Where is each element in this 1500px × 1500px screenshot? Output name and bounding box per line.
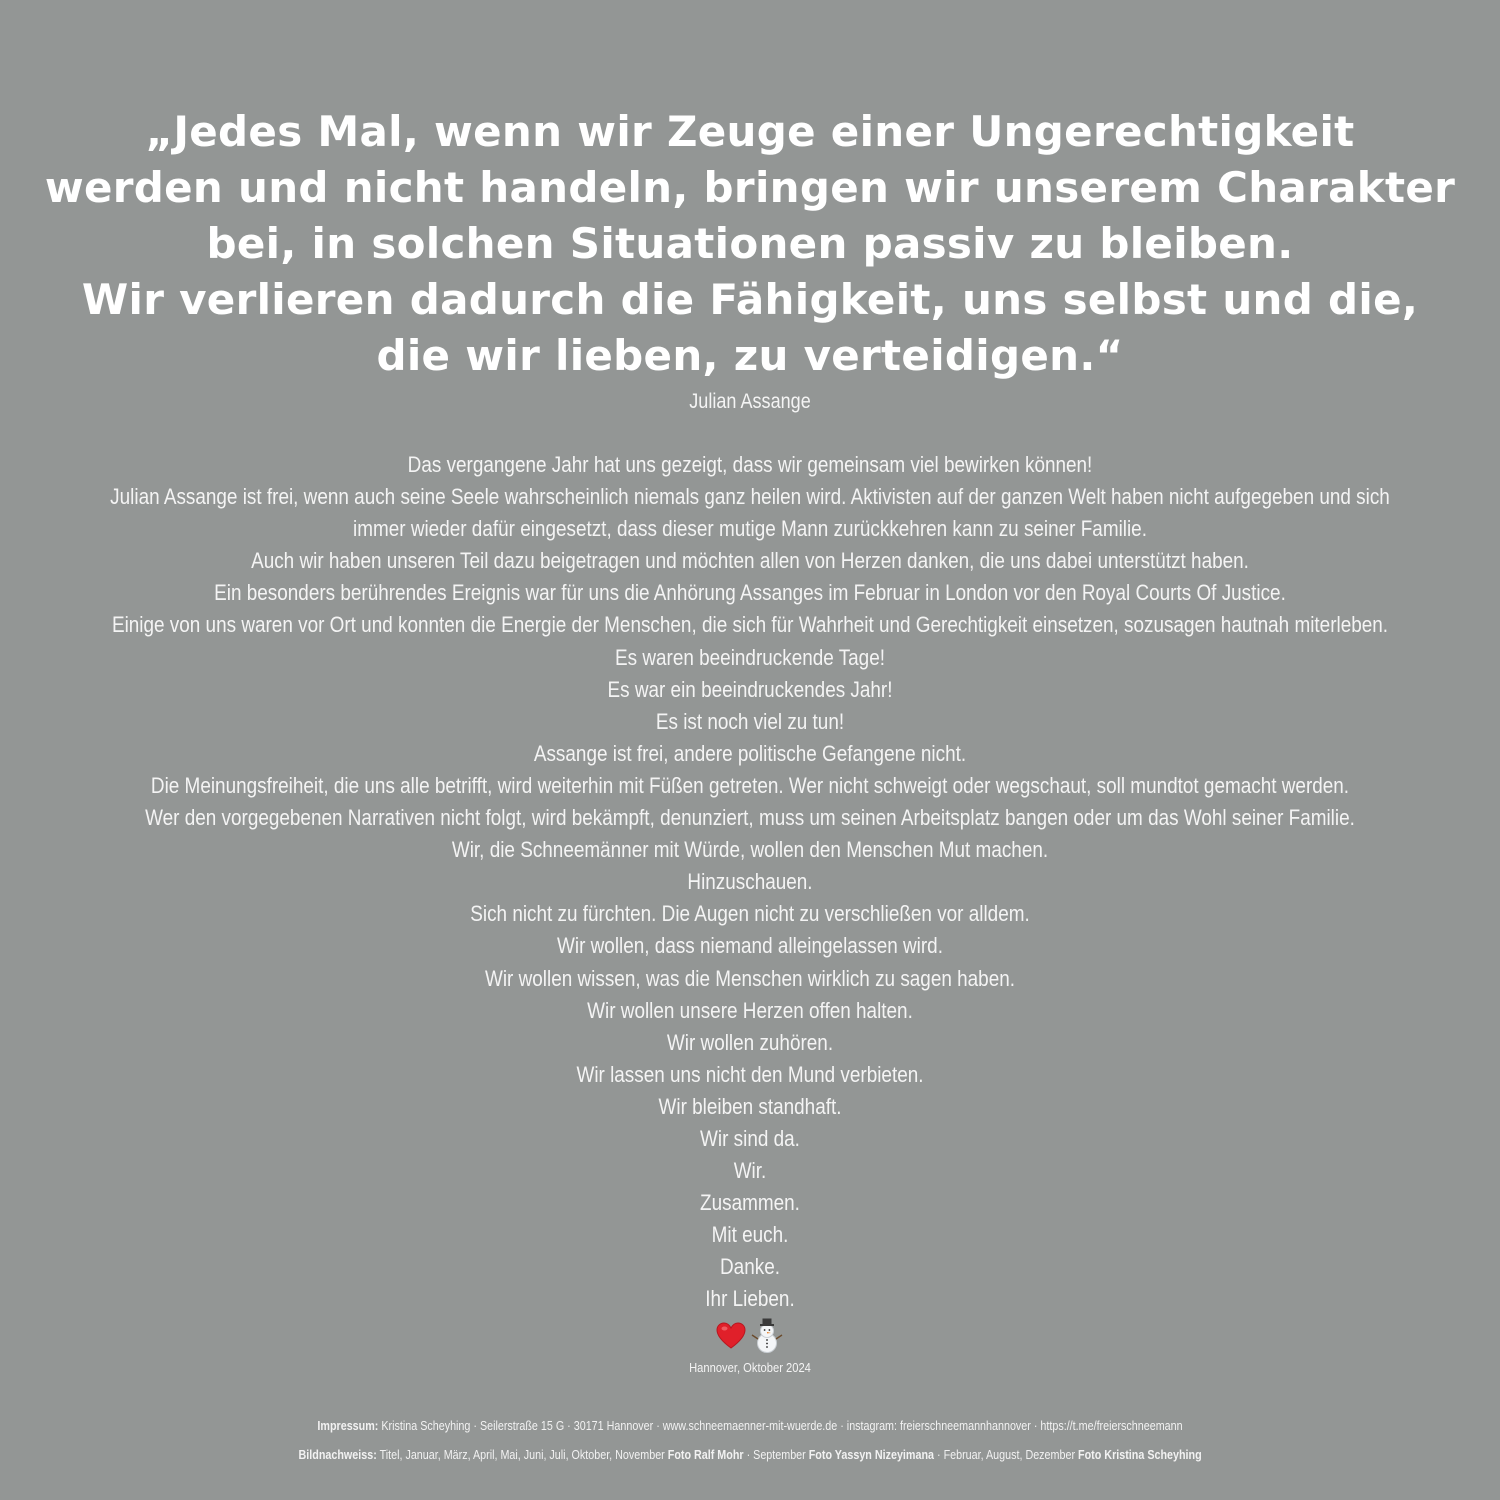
body-line: Mit euch.: [711, 1222, 789, 1248]
body-line: Es waren beeindruckende Tage!: [615, 644, 885, 670]
photo-credit: Foto Kristina Scheyhing: [1077, 1448, 1202, 1462]
body-line: Wir, die Schneemänner mit Würde, wollen den Menschen Mut machen.: [451, 837, 1049, 863]
snowman-icon: [750, 1318, 784, 1354]
body-line: immer wieder dafür eingesetzt, dass dieser mutige Mann zurückkehren kann zu seiner Familie.: [353, 516, 1147, 542]
photo-credits-text: · September: [746, 1448, 806, 1462]
body-line: Wir wollen unsere Herzen offen halten.: [587, 997, 913, 1023]
body-line: Es ist noch viel zu tun!: [655, 708, 845, 734]
body-line: Die Meinungsfreiheit, die uns alle betrifft, wird weiterhin mit Füßen getreten. Wer nicht schweigt oder wegschaut, soll mundtot gemacht werden.: [150, 772, 1350, 798]
quote-line: „Jedes Mal, wenn wir Zeuge einer Ungerechtigkeit: [145, 107, 1355, 156]
body-line: Danke.: [720, 1254, 780, 1280]
body-line: Wir lassen uns nicht den Mund verbieten.: [576, 1061, 924, 1087]
photo-credits-label: Bildnachweiss:: [298, 1448, 377, 1462]
photo-credit: Foto Ralf Mohr: [667, 1448, 744, 1462]
quote-line: bei, in solchen Situationen passiv zu bleiben.: [206, 219, 1294, 268]
body-line: Wir sind da.: [700, 1125, 800, 1151]
body-line: Wer den vorgegebenen Narrativen nicht folgt, wird bekämpft, denunziert, muss um seinen Arbeitsplatz bangen oder um das Wohl seiner Familie.: [145, 805, 1355, 831]
body-line: Auch wir haben unseren Teil dazu beigetragen und möchten allen von Herzen danken, die uns dabei unterstützt haben.: [251, 548, 1249, 574]
body-line: Wir wollen zuhören.: [666, 1029, 834, 1055]
emoji-row: [0, 1316, 1500, 1356]
body-line: Einige von uns waren vor Ort und konnten die Energie der Menschen, die sich für Wahrheit und Gerechtigkeit einsetzen, sozusagen hautnah miterleben.: [111, 612, 1389, 638]
photo-credits-text: Titel, Januar, März, April, Mai, Juni, Juli, Oktober, November: [379, 1448, 665, 1462]
body-line: Julian Assange ist frei, wenn auch seine Seele wahrscheinlich niemals ganz heilen wird. Aktivisten auf der ganzen Welt haben nicht aufgegeben und sich: [110, 484, 1390, 510]
body-line: Wir.: [733, 1158, 767, 1184]
photo-credit: Foto Yassyn Nizeyimana: [808, 1448, 934, 1462]
quote-line: werden und nicht handeln, bringen wir unserem Charakter: [44, 163, 1456, 212]
impressum: [0, 1417, 1500, 1435]
quote-line: Wir verlieren dadurch die Fähigkeit, uns selbst und die,: [81, 275, 1419, 324]
place-date: Hannover, Oktober 2024: [689, 1360, 811, 1375]
quote-line: die wir lieben, zu verteidigen.“: [376, 331, 1124, 380]
quote-author: Julian Assange: [689, 390, 811, 413]
photo-credits-text: · Februar, August, Dezember: [936, 1448, 1075, 1462]
body-line: Wir wollen wissen, was die Menschen wirklich zu sagen haben.: [484, 965, 1016, 991]
heart-icon: [716, 1322, 746, 1350]
body-line: Das vergangene Jahr hat uns gezeigt, dass wir gemeinsam viel bewirken können!: [407, 452, 1093, 477]
impressum-text: Kristina Scheyhing · Seilerstraße 15 G · 30171 Hannover · www.schneemaenner-mit-wuerde.de · instagram: freierschneemannhannover · https://t.me/freierschneemann: [381, 1419, 1183, 1433]
body-line: Ihr Lieben.: [705, 1286, 795, 1312]
body-line: Wir bleiben standhaft.: [658, 1093, 842, 1119]
photo-credits: [0, 1446, 1500, 1464]
body-line: Ein besonders berührendes Ereignis war für uns die Anhörung Assanges im Februar in London vor den Royal Courts Of Justice.: [214, 580, 1286, 606]
body-line: Zusammen.: [700, 1190, 800, 1216]
body-text: [0, 449, 1500, 1316]
quote: [0, 104, 1500, 384]
body-line: Sich nicht zu fürchten. Die Augen nicht zu verschließen vor alldem.: [470, 901, 1030, 927]
body-line: Assange ist frei, andere politische Gefangene nicht.: [533, 740, 967, 766]
body-line: Es war ein beeindruckendes Jahr!: [607, 676, 893, 702]
body-line: Hinzuschauen.: [687, 869, 813, 895]
impressum-label: Impressum:: [317, 1419, 379, 1433]
body-line: Wir wollen, dass niemand alleingelassen wird.: [557, 933, 943, 959]
